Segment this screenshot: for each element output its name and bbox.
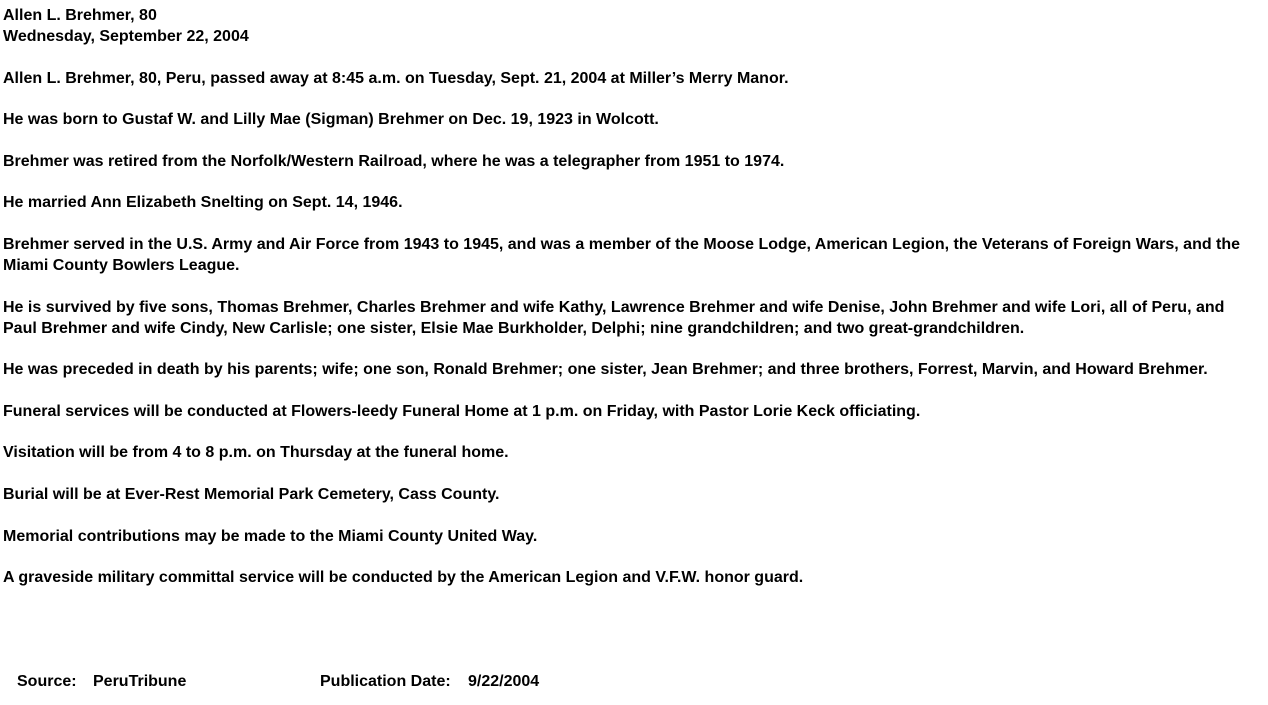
- publication-date-label: Publication Date:: [320, 673, 451, 690]
- obituary-paragraph: He was born to Gustaf W. and Lilly Mae (Sigman) Brehmer on Dec. 19, 1923 in Wolcott.: [3, 111, 659, 129]
- obituary-paragraph: Brehmer served in the U.S. Army and Air Force from 1943 to 1945, and was a member of the Moose Lodge, American Legion, the Veterans of Foreign Wars, and the Miami County Bowlers League.: [3, 235, 1241, 274]
- obituary-name-heading: Allen L. Brehmer, 80: [3, 7, 157, 24]
- obituary-paragraph: Allen L. Brehmer, 80, Peru, passed away at 8:45 a.m. on Tuesday, Sept. 21, 2004 at Miller’s Merry Manor.: [3, 69, 789, 87]
- obituary-date-heading: Wednesday, September 22, 2004: [3, 28, 249, 45]
- obituary-paragraph: Burial will be at Ever-Rest Memorial Park Cemetery, Cass County.: [3, 485, 500, 503]
- source-value: PeruTribune: [93, 673, 187, 690]
- obituary-paragraph: He is survived by five sons, Thomas Brehmer, Charles Brehmer and wife Kathy, Lawrence Brehmer and wife Denise, John Brehmer and wife Lori, all of Peru, and Paul Brehmer and wife Cindy, New Carlisle; one sister, Elsie Mae Burkholder, Delphi; nine grandchildren; and two great-grandchildren.: [3, 298, 1225, 337]
- source-footer: [17, 672, 539, 692]
- obituary-paragraph: A graveside military committal service will be conducted by the American Legion and V.F.W. honor guard.: [3, 569, 804, 587]
- obituary-paragraph: He was preceded in death by his parents; wife; one son, Ronald Brehmer; one sister, Jean Brehmer; and three brothers, Forrest, Marvin, and Howard Brehmer.: [3, 361, 1208, 379]
- obituary-document: [3, 5, 1261, 588]
- obituary-paragraph: Memorial contributions may be made to the Miami County United Way.: [3, 527, 538, 545]
- obituary-paragraph: Brehmer was retired from the Norfolk/Western Railroad, where he was a telegrapher from 1951 to 1974.: [3, 152, 785, 170]
- obituary-paragraph: Visitation will be from 4 to 8 p.m. on Thursday at the funeral home.: [3, 444, 509, 462]
- obituary-paragraph: He married Ann Elizabeth Snelting on Sept. 14, 1946.: [3, 194, 403, 212]
- source-label: Source:: [17, 673, 77, 690]
- publication-date-value: 9/22/2004: [468, 673, 540, 690]
- obituary-paragraph: Funeral services will be conducted at Flowers-leedy Funeral Home at 1 p.m. on Friday, with Pastor Lorie Keck officiating.: [3, 402, 921, 420]
